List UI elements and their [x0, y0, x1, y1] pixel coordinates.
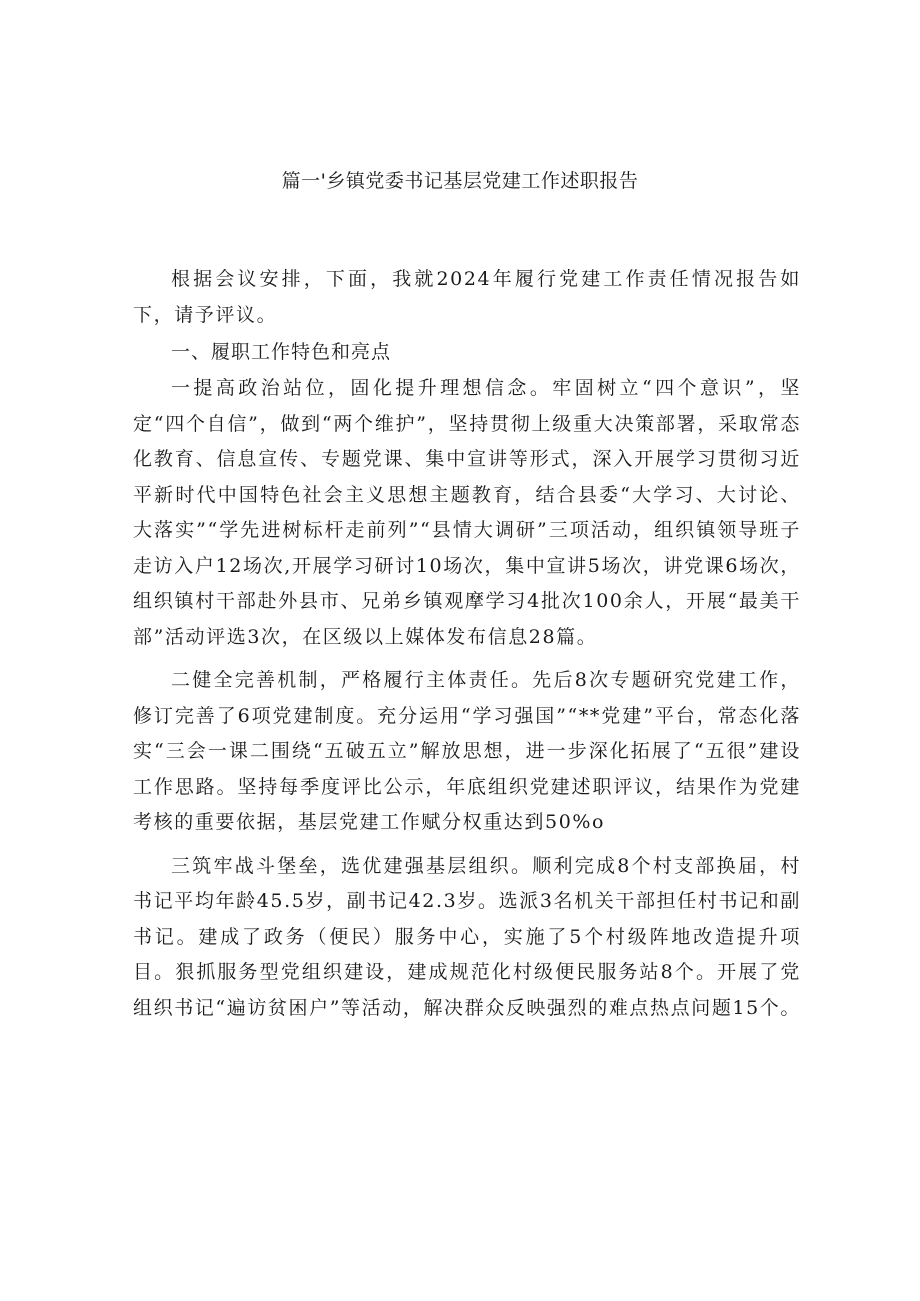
section-heading: 一、履职工作特色和亮点 — [171, 341, 392, 363]
paragraph-2: 二健全完善机制，严格履行主体责任。先后8次专题研究党建工作，修订完善了6项党建制度。充分运用“学习强国”“**党建”平台，常态化落实“三会一课二围绕“五破五立”解放思想，进一步深化拓展了“五很”建设工作思路。坚持每季度评比公示，年底组织党建述职评议，结果作为党建考核的重要依据，基层党建工作赋分权重达到50%o — [133, 669, 801, 833]
document-title: 篇一'乡镇党委书记基层党建工作述职报告 — [281, 170, 639, 192]
document-body — [133, 262, 801, 1026]
intro-paragraph: 根据会议安排，下面，我就2024年履行党建工作责任情况报告如下，请予评议。 — [133, 268, 801, 326]
paragraph-3: 三筑牢战斗堡垒，选优建强基层组织。顺利完成8个村支部换届，村书记平均年龄45.5岁，副书记42.3岁。选派3名机关干部担任村书记和副书记。建成了政务（便民）服务中心，实施了5个村级阵地改造提升项目。狠抓服务型党组织建设，建成规范化村级便民服务站8个。开展了党组织书记“遍访贫困户”等活动，解决群众反映强烈的难点热点问题15个。 — [133, 854, 802, 1019]
paragraph-1: 一提高政治站位，固化提升理想信念。牢固树立“四个意识”，坚定“四个自信”，做到“两个维护”，坚持贯彻上级重大决策部署，采取常态化教育、信息宣传、专题党课、集中宣讲等形式，深入开展学习贯彻习近平新时代中国特色社会主义思想主题教育，结合县委“大学习、大讨论、大落实”“学先进树标杆走前列”“县情大调研”三项活动，组织镇领导班子走访入户12场次,开展学习研讨10场次，集中宣讲5场次，讲党课6场次，组织镇村干部赴外县市、兄弟乡镇观摩学习4批次100余人，开展“最美干部”活动评选3次，在区级以上媒体发布信息28篇。 — [133, 377, 801, 648]
